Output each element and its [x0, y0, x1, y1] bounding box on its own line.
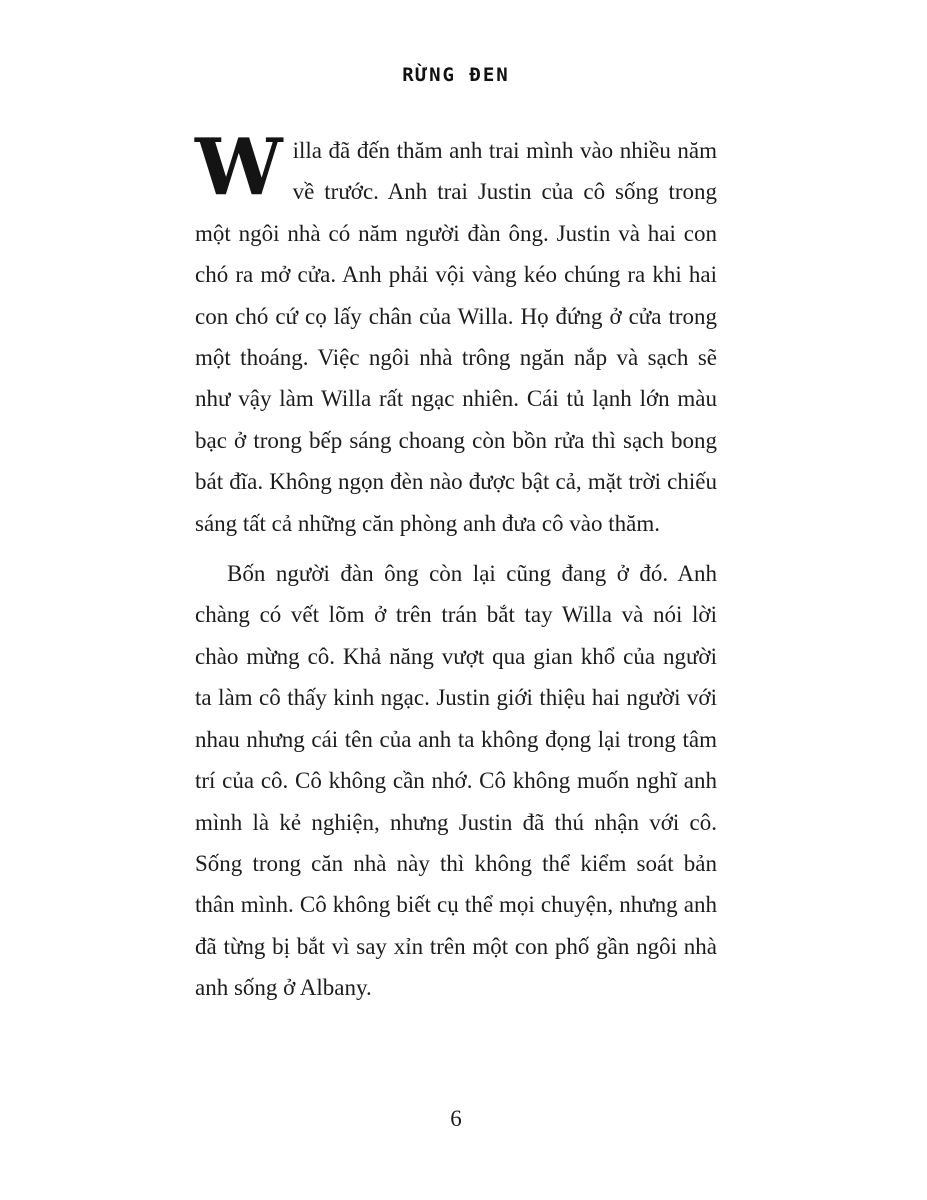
page-number: 6	[450, 1106, 462, 1131]
text-block	[195, 122, 717, 1009]
paragraph-first	[195, 122, 717, 544]
drop-cap: W	[195, 122, 283, 213]
running-header: RỪNG ĐEN	[402, 64, 510, 86]
paragraph-first-text: illa đã đến thăm anh trai mình vào nhiều năm về trước. Anh trai Justin của cô sống trong một ngôi nhà có năm người đàn ông. Justin và hai con chó ra mở cửa. Anh phải vội vàng kéo chúng ra khi hai con chó cứ cọ lấy chân của Willa. Họ đứng ở cửa trong một thoáng. Việc ngôi nhà trông ngăn nắp và sạch sẽ như vậy làm Willa rất ngạc nhiên. Cái tủ lạnh lớn màu bạc ở trong bếp sáng choang còn bồn rửa thì sạch bong bát đĩa. Không ngọn đèn nào được bật cả, mặt trời chiếu sáng tất cả những căn phòng anh đưa cô vào thăm.	[195, 138, 717, 536]
paragraph-second: Bốn người đàn ông còn lại cũng đang ở đó. Anh chàng có vết lõm ở trên trán bắt tay Willa và nói lời chào mừng cô. Khả năng vượt qua gian khổ của người ta làm cô thấy kinh ngạc. Justin giới thiệu hai người với nhau nhưng cái tên của anh ta không đọng lại trong tâm trí của cô. Cô không cần nhớ. Cô không muốn nghĩ anh mình là kẻ nghiện, nhưng Justin đã thú nhận với cô. Sống trong căn nhà này thì không thể kiểm soát bản thân mình. Cô không biết cụ thể mọi chuyện, nhưng anh đã từng bị bắt vì say xỉn trên một con phố gần ngôi nhà anh sống ở Albany.	[195, 561, 717, 1001]
